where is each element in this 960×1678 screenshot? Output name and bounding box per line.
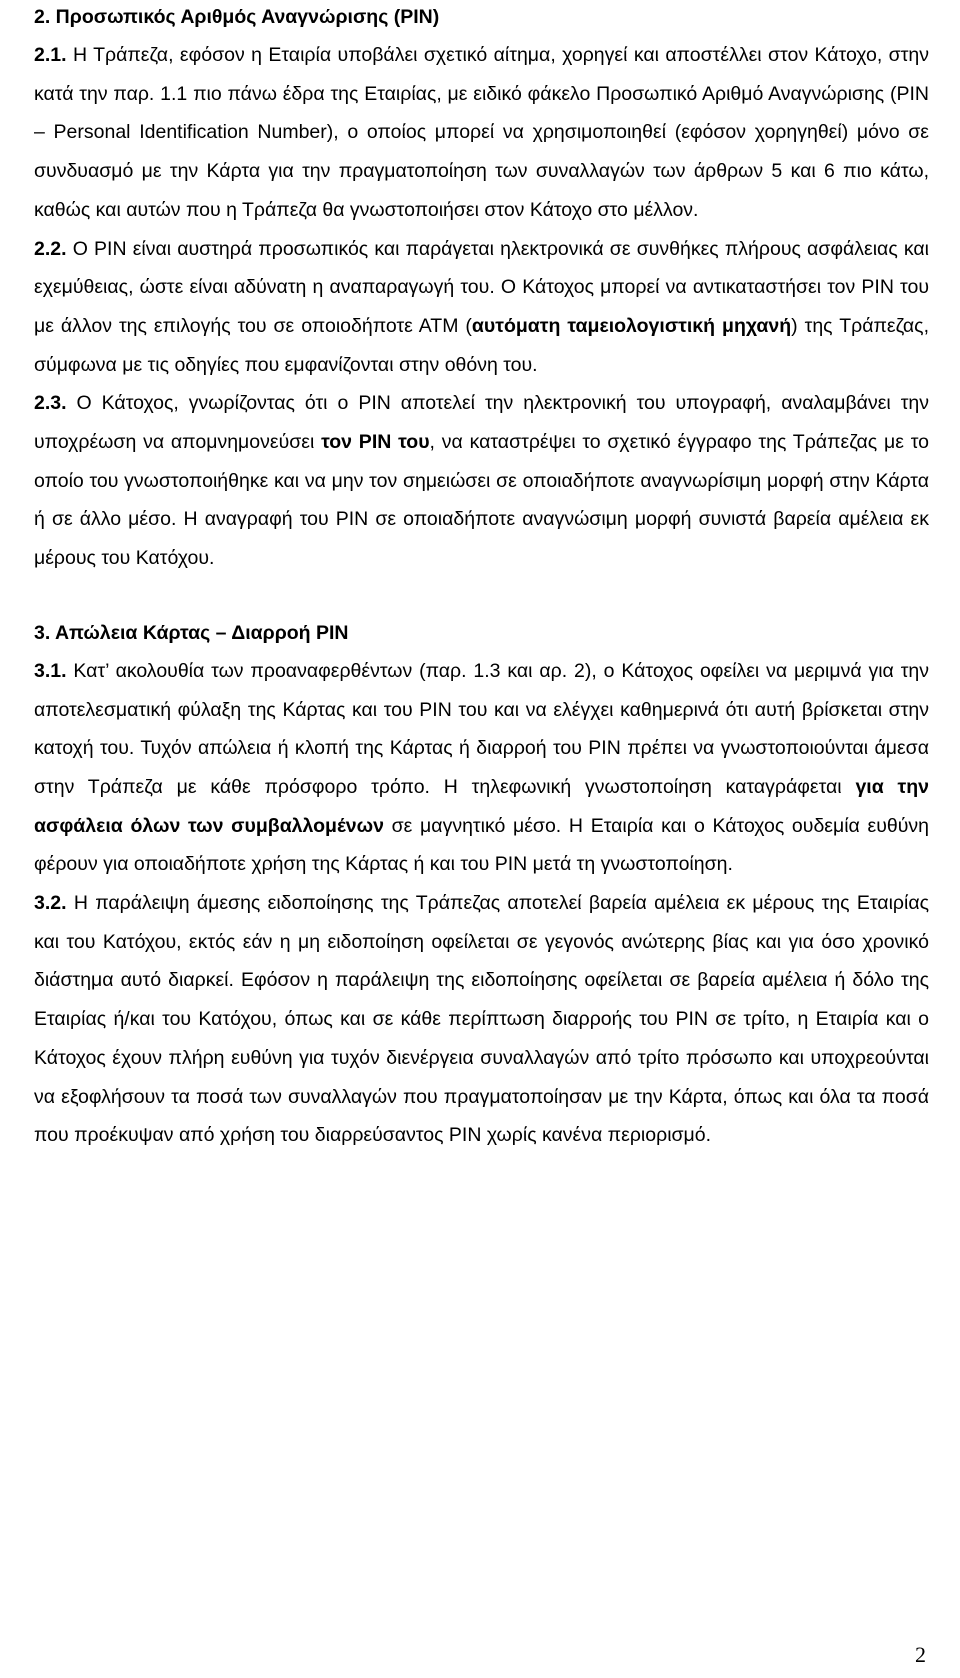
section-3-heading xyxy=(34,616,929,648)
heading-part: 3. Απώλεια Κάρτας – xyxy=(34,621,232,644)
paragraph-text: Η Τράπεζα, εφόσον η Εταιρία υποβάλει σχετικό αίτημα, χορηγεί και αποστέλλει στον Κάτοχο, στην κατά την παρ. 1.1 πιο πάνω έδρα της Εταιρίας, με ειδικό φάκελο Προσωπικό Αριθμό Αναγνώρισης (PIN – Personal Identification Number), ο οποίος μπορεί να χρησιμοποιηθεί (εφόσον χορηγηθεί) μόνο σε συνδυασμό με την Κάρτα για την πραγματοποίηση των συναλλαγών των άρθρων 5 και 6 πιο κάτω, καθώς και αυτών που η Τράπεζα θα γνωστοποιήσει στον Κάτοχο στο μέλλον. xyxy=(34,44,929,221)
heading-part: Διαρροή PIN xyxy=(231,621,349,644)
paragraph-text: Κατ’ ακολουθία των προαναφερθέντων (παρ. 1.3 και αρ. 2), ο Κάτοχος οφείλει να μεριμνά για την αποτελεσματική φύλαξη της Κάρτας και του PIN του και να ελέγχει καθημερινά ότι αυτή βρίσκεται στην κατοχή του. Τυχόν απώλεια ή κλοπή της Κάρτας ή διαρροή του PIN πρέπει να γνωστοποιούνται άμεσα στην Τράπεζα με κάθε πρόσφορο τρόπο. Η τηλεφωνική γνωστοποίηση καταγράφεται xyxy=(34,659,929,798)
page-number: 2 xyxy=(915,1642,926,1667)
paragraph-3-1 xyxy=(34,652,929,884)
bold-term: τον PIN του xyxy=(321,431,430,454)
paragraph-number: 2.1. xyxy=(34,44,67,66)
paragraph-text: σε μαγνητικό μέσο. Η Εταιρία και ο Κάτοχος ουδεμία ευθύνη φέρουν για οποιαδήποτε χρήση της Κάρτας ή και του PIN μετά τη γνωστοποίηση. xyxy=(34,814,929,876)
paragraph-text: , να καταστρέψει το σχετικό έγγραφο της Τράπεζας με το οποίο του γνωστοποιήθηκε και να μην τον σημειώσει σε οποιαδήποτε αναγνωρίσιμη μορφή στην Κάρτα ή σε άλλο μέσο. Η αναγραφή του PIN σε οποιαδήποτε αναγνώσιμη μορφή συνιστά βαρεία αμέλεια εκ μέρους του Κατόχου. xyxy=(34,431,929,570)
document-page xyxy=(34,0,929,1155)
paragraph-text: Ο Κάτοχος, γνωρίζοντας ότι ο PIN αποτελεί την ηλεκτρονική του υπογραφή, αναλαμβάνει την υποχρέωση να απομνημονεύσει xyxy=(34,392,929,454)
paragraph-text: Η παράλειψη άμεσης ειδοποίησης της Τράπεζας αποτελεί βαρεία αμέλεια εκ μέρους της Εταιρίας και του Κατόχου, εκτός εάν η μη ειδοποίηση οφείλεται σε γεγονός ανώτερης βίας και για όσο χρονικό διάστημα αυτό διαρκεί. Εφόσον η παράλειψη της ειδοποίησης οφείλεται σε βαρεία αμέλεια ή δόλο της Εταιρίας ή/και του Κατόχου, όπως και σε κάθε περίπτωση διαρροής του PIN σε τρίτο, η Εταιρία και ο Κάτοχος έχουν πλήρη ευθύνη για τυχόν διενέργεια συναλλαγών από τρίτο πρόσωπο και υποχρεούνται να εξοφλήσουν τα ποσά των συναλλαγών που πραγματοποίησαν με την Κάρτα, όπως και όλα τα ποσά που προέκυψαν από χρήση του διαρρεύσαντος PIN χωρίς κανένα περιορισμό. xyxy=(34,892,929,1147)
paragraph-2-3 xyxy=(34,384,929,578)
paragraph-text: Ο PIN είναι αυστηρά προσωπικός και παράγεται ηλεκτρονικά σε συνθήκες πλήρους ασφάλειας και εχεμύθειας, ώστε είναι αδύνατη η αναπαραγωγή του. Ο Κάτοχος μπορεί να αντικαταστήσει τον PIN του με άλλον της επιλογής του σε οποιοδήποτε ΑΤΜ ( xyxy=(34,237,929,337)
bold-term: αυτόματη ταμειολογιστική μηχανή xyxy=(471,314,792,337)
paragraph-3-2 xyxy=(34,884,929,1155)
paragraph-text: ) της Τράπεζας, σύμφωνα με τις οδηγίες που εμφανίζονται στην οθόνη του. xyxy=(34,314,929,376)
paragraph-2-1 xyxy=(34,36,929,230)
paragraph-2-2 xyxy=(34,230,929,385)
bold-term: για την ασφάλεια όλων των συμβαλλομένων xyxy=(34,775,929,837)
paragraph-number: 2.3. xyxy=(34,392,67,415)
section-2-heading: 2. Προσωπικός Αριθμός Αναγνώρισης (PIN) xyxy=(34,6,440,28)
paragraph-number: 3.2. xyxy=(34,892,67,915)
paragraph-number: 3.1. xyxy=(34,659,67,682)
paragraph-number: 2.2. xyxy=(34,237,67,260)
